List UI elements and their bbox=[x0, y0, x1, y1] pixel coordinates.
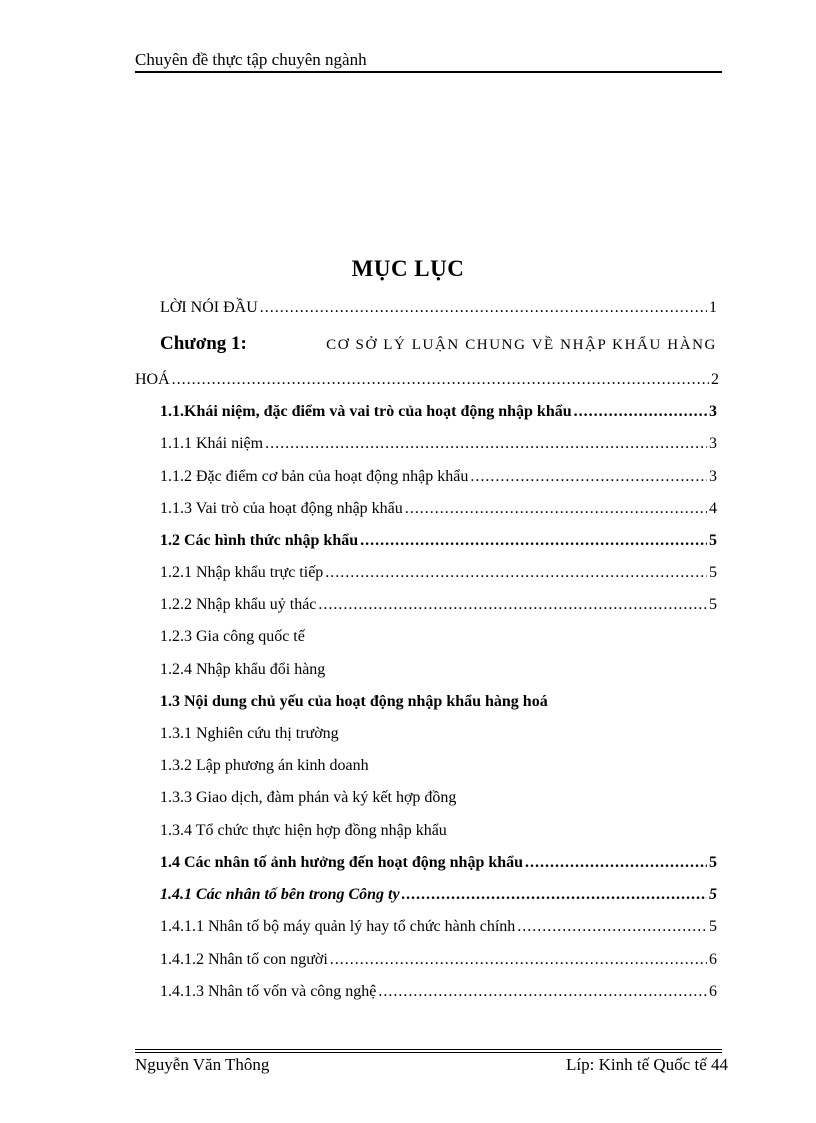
toc-entry-1-3-1[interactable] bbox=[160, 723, 339, 745]
toc-entry-label: 1.3 Nội dung chủ yếu của hoạt động nhập khẩu hàng hoá bbox=[160, 693, 548, 710]
toc-entry-1-4-1-3[interactable] bbox=[160, 981, 717, 1003]
toc-entry-page: 6 bbox=[709, 983, 717, 1000]
chapter-label: Chương 1: bbox=[160, 333, 247, 354]
toc-heading: MỤC LỤC bbox=[351, 256, 465, 281]
toc-entry-label: 1.1.3 Vai trò của hoạt động nhập khẩu bbox=[160, 500, 403, 517]
toc-entry-page: 5 bbox=[709, 564, 717, 581]
toc-leader-dots bbox=[360, 530, 707, 552]
toc-entry-intro[interactable] bbox=[160, 297, 717, 319]
toc-entry-1-3[interactable] bbox=[160, 691, 548, 713]
toc-entry-1-3-4[interactable] bbox=[160, 820, 447, 842]
toc-entry-label: 1.3.2 Lập phương án kinh doanh bbox=[160, 757, 369, 774]
toc-entry-label: 1.2.2 Nhập khẩu uỷ thác bbox=[160, 596, 317, 613]
toc-entry-label: 1.4.1.3 Nhân tố vốn và công nghệ bbox=[160, 983, 377, 1000]
toc-leader-dots bbox=[172, 369, 709, 391]
toc-entry-label: 1.1.2 Đặc điểm cơ bản của hoạt động nhập khẩu bbox=[160, 468, 469, 485]
chapter-title-line2: HOÁ bbox=[135, 371, 170, 388]
toc-leader-dots bbox=[525, 852, 707, 874]
toc-entry-label: 1.2.4 Nhập khẩu đổi hàng bbox=[160, 661, 326, 678]
toc-entry-label: 1.1.1 Khái niệm bbox=[160, 435, 264, 452]
toc-leader-dots bbox=[318, 594, 707, 616]
toc-leader-dots bbox=[574, 401, 707, 423]
toc-entry-1-2-4[interactable] bbox=[160, 659, 325, 681]
toc-entry-label: 1.4.1.1 Nhân tố bộ máy quản lý hay tổ chức hành chính bbox=[160, 918, 516, 935]
toc-entry-page: 2 bbox=[711, 371, 719, 388]
toc-entry-1-3-2[interactable] bbox=[160, 755, 369, 777]
toc-entry-1-1-3[interactable] bbox=[160, 498, 717, 520]
toc-entry-label: 1.3.3 Giao dịch, đàm phán và ký kết hợp đồng bbox=[160, 789, 457, 806]
toc-entry-1-2-2[interactable] bbox=[160, 594, 717, 616]
toc-chapter-1-cont[interactable] bbox=[135, 369, 719, 391]
toc-entry-label: 1.3.1 Nghiên cứu thị trường bbox=[160, 725, 339, 742]
toc-entry-label: 1.2.1 Nhập khẩu trực tiếp bbox=[160, 564, 324, 581]
toc-entry-page: 5 bbox=[709, 532, 717, 549]
toc-entry-label: 1.4.1.2 Nhân tố con người bbox=[160, 951, 328, 968]
toc-leader-dots bbox=[265, 433, 707, 455]
toc-entry-page: 5 bbox=[709, 886, 717, 903]
toc-entry-1-1[interactable] bbox=[160, 401, 717, 423]
toc-entry-label: LỜI NÓI ĐẦU bbox=[160, 299, 258, 316]
toc-entry-page: 5 bbox=[709, 918, 717, 935]
footer-rule bbox=[135, 1052, 722, 1053]
toc-leader-dots bbox=[517, 916, 707, 938]
toc-entry-1-2-3[interactable] bbox=[160, 626, 305, 648]
toc-leader-dots bbox=[260, 297, 707, 319]
toc-entry-page: 1 bbox=[709, 299, 717, 316]
toc-leader-dots bbox=[470, 466, 707, 488]
toc-entry-page: 3 bbox=[709, 468, 717, 485]
toc-entry-1-3-3[interactable] bbox=[160, 787, 456, 809]
toc-leader-dots bbox=[325, 562, 707, 584]
toc-entry-1-2-1[interactable] bbox=[160, 562, 717, 584]
toc-entry-page: 5 bbox=[709, 596, 717, 613]
toc-entry-1-4-1-1[interactable] bbox=[160, 916, 717, 938]
page-header-title: Chuyên đề thực tập chuyên ngành bbox=[135, 50, 367, 69]
toc-entry-page: 3 bbox=[709, 403, 717, 420]
toc-entry-page: 3 bbox=[709, 435, 717, 452]
footer-class: Líp: Kinh tế Quốc tế 44 bbox=[566, 1055, 728, 1074]
toc-entry-label: 1.1.Khái niệm, đặc điểm và vai trò của hoạt động nhập khẩu bbox=[160, 403, 572, 420]
toc-leader-dots bbox=[378, 981, 707, 1003]
toc-leader-dots bbox=[402, 884, 707, 906]
toc-entry-label: 1.4.1 Các nhân tố bên trong Công ty bbox=[160, 886, 400, 903]
toc-entry-1-1-1[interactable] bbox=[160, 433, 717, 455]
toc-entry-label: 1.2 Các hình thức nhập khẩu bbox=[160, 532, 359, 549]
header-rule bbox=[135, 71, 722, 73]
toc-leader-dots bbox=[405, 498, 707, 520]
toc-entry-label: 1.3.4 Tổ chức thực hiện hợp đồng nhập khẩu bbox=[160, 822, 447, 839]
toc-entry-1-4-1[interactable] bbox=[160, 884, 717, 906]
footer-author: Nguyễn Văn Thông bbox=[135, 1055, 270, 1074]
toc-entry-1-1-2[interactable] bbox=[160, 466, 717, 488]
toc-entry-1-4[interactable] bbox=[160, 852, 717, 874]
toc-entry-1-4-1-2[interactable] bbox=[160, 949, 717, 971]
chapter-title-line1: CƠ SỞ LÝ LUẬN CHUNG VỀ NHẬP KHẨU HÀNG bbox=[326, 337, 717, 353]
toc-entry-1-2[interactable] bbox=[160, 530, 717, 552]
toc-entry-page: 5 bbox=[709, 854, 717, 871]
toc-leader-dots bbox=[330, 949, 707, 971]
toc-entry-page: 4 bbox=[709, 500, 717, 517]
toc-entry-label: 1.4 Các nhân tố ảnh hưởng đến hoạt động nhập khẩu bbox=[160, 854, 524, 871]
toc-chapter-1[interactable] bbox=[160, 333, 717, 356]
toc-entry-label: 1.2.3 Gia công quốc tế bbox=[160, 628, 305, 645]
footer-rule bbox=[135, 1049, 722, 1050]
toc-entry-page: 6 bbox=[709, 951, 717, 968]
